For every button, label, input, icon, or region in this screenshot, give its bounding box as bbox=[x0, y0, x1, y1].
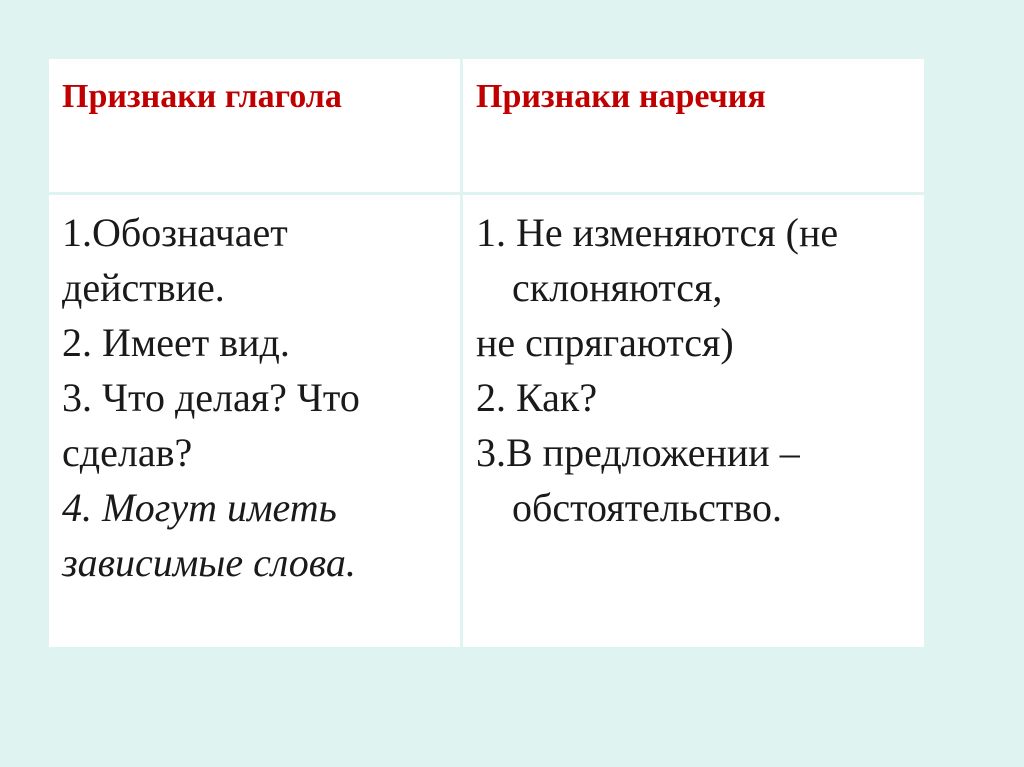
adverb-feature-line: склоняются, bbox=[512, 265, 723, 310]
verb-features-list bbox=[62, 205, 360, 590]
verb-feature-line: действие. bbox=[62, 265, 225, 310]
header-verb: Признаки глагола bbox=[62, 78, 342, 115]
adverb-feature-line: 3.В предложении – bbox=[476, 430, 800, 475]
verb-feature-line-italic: зависимые слова. bbox=[62, 540, 356, 585]
adverb-features-list bbox=[476, 205, 838, 535]
verb-feature-line: 1.Обозначает bbox=[62, 210, 288, 255]
body-cell-verb bbox=[49, 195, 460, 647]
verb-feature-line: 3. Что делая? Что bbox=[62, 375, 360, 420]
adverb-feature-line: не спрягаются) bbox=[476, 320, 734, 365]
body-cell-adverb bbox=[463, 195, 924, 647]
adverb-feature-line: обстоятельство. bbox=[512, 485, 782, 530]
verb-feature-line-italic: 4. Могут иметь bbox=[62, 485, 337, 530]
comparison-table bbox=[49, 59, 924, 647]
verb-feature-line: 2. Имеет вид. bbox=[62, 320, 290, 365]
adverb-feature-line: 1. Не изменяются (не bbox=[476, 210, 839, 255]
adverb-feature-line: 2. Как? bbox=[476, 375, 598, 420]
verb-feature-line: сделав? bbox=[62, 430, 193, 475]
header-cell-adverb bbox=[463, 59, 924, 192]
header-adverb: Признаки наречия bbox=[476, 78, 766, 115]
header-cell-verb bbox=[49, 59, 460, 192]
